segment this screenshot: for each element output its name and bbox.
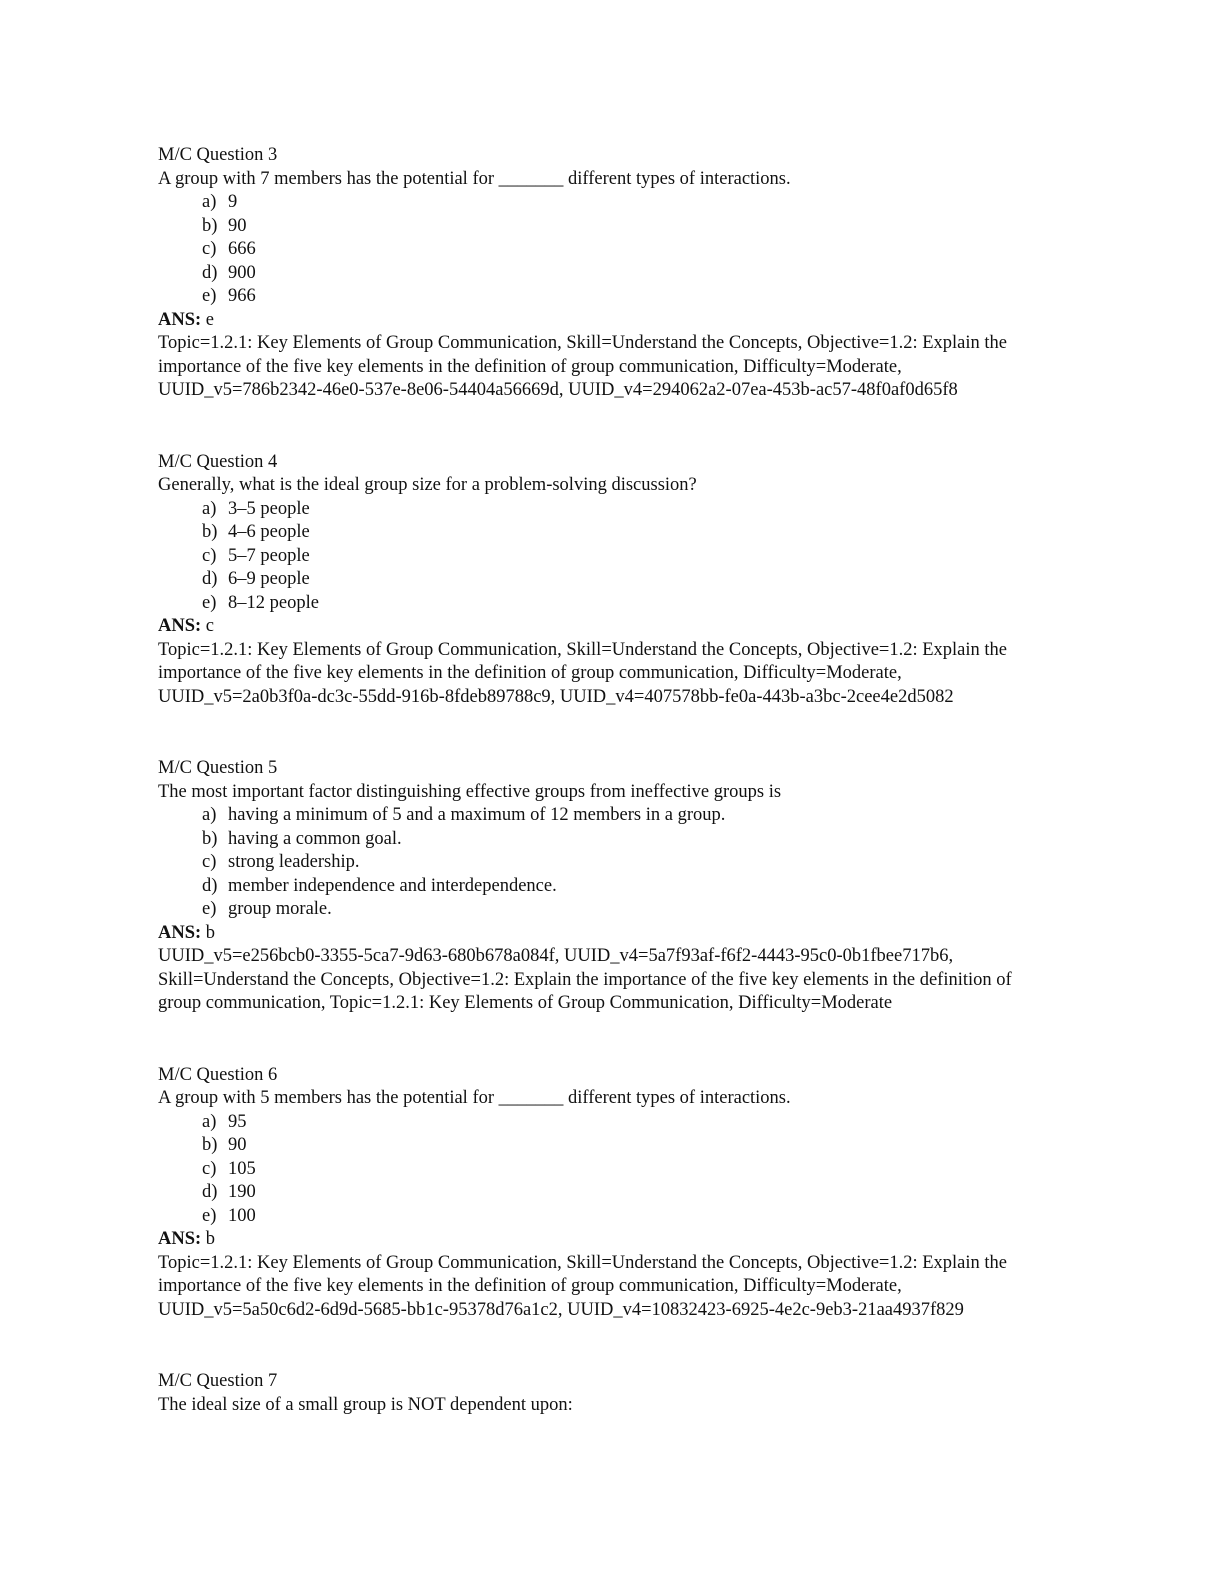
option-text: 190 (228, 1182, 256, 1202)
question-metadata: Topic=1.2.1: Key Elements of Group Communication, Skill=Understand the Concepts, Objective=1.2: Explain the importance of the five key elements in the definition of group communication, Difficulty=Moderate, UUID_v5=786b2342-46e0-537e-8e06-54404a56669d, UUID_v4=294062a2-07ea-453b-ac57-48f0af0d65f8 (158, 333, 1007, 400)
answer-value: b (205, 922, 216, 943)
answer-option (202, 898, 1058, 922)
option-text: 90 (228, 215, 247, 236)
option-text: having a minimum of 5 and a maximum of 12 members in a group. (228, 805, 726, 825)
answer-option (202, 875, 1058, 899)
question-stem: A group with 5 members has the potential for _______ different types of interactions. (158, 1088, 791, 1108)
answer-line (158, 1228, 1058, 1252)
question-block (158, 451, 1058, 710)
answer-value: e (205, 309, 215, 330)
answer-option (202, 498, 1058, 522)
option-text: 105 (228, 1158, 256, 1179)
option-letter: c) (202, 239, 217, 259)
question-metadata: Topic=1.2.1: Key Elements of Group Communication, Skill=Understand the Concepts, Objective=1.2: Explain the importance of the five key elements in the definition of group communication, Difficulty=Moderate, UUID_v5=5a50c6d2-6d9d-5685-bb1c-95378d76a1c2, UUID_v4=10832423-6925-4e2c-9eb3-21aa4937f829 (158, 1252, 1007, 1320)
option-text: member independence and interdependence. (228, 875, 557, 896)
answer-option (202, 262, 1058, 286)
question-block (158, 757, 1058, 1016)
option-letter: a) (202, 192, 217, 212)
question-title: M/C Question 4 (158, 451, 278, 472)
option-text: 3–5 people (228, 498, 310, 519)
question-block (158, 1064, 1058, 1323)
question-block (158, 1370, 1058, 1417)
option-letter: c) (202, 545, 217, 566)
question-stem: The ideal size of a small group is NOT dependent upon: (158, 1394, 573, 1415)
option-text: 5–7 people (228, 545, 310, 566)
option-text: 4–6 people (228, 522, 310, 542)
question-metadata: UUID_v5=e256bcb0-3355-5ca7-9d63-680b678a084f, UUID_v4=5a7f93af-f6f2-4443-95c0-0b1fbee717b6, Skill=Understand the Concepts, Objective=1.2: Explain the importance of the five key elements in the definition of group communication, Topic=1.2.1: Key Elements of Group Communication, Difficulty=Moderate (158, 946, 1012, 1013)
option-letter: a) (202, 805, 217, 825)
option-text: 90 (228, 1135, 247, 1155)
answer-options (158, 191, 1058, 309)
option-text: 966 (228, 286, 256, 306)
answer-option (202, 238, 1058, 262)
answer-option (202, 1134, 1058, 1158)
question-stem: Generally, what is the ideal group size for a problem-solving discussion? (158, 475, 697, 495)
option-letter: d) (202, 262, 218, 283)
answer-options (158, 498, 1058, 616)
question-stem: The most important factor distinguishing effective groups from ineffective groups is (158, 781, 782, 802)
answer-label: ANS: (158, 922, 202, 943)
option-text: 8–12 people (228, 592, 319, 613)
answer-label: ANS: (158, 1229, 202, 1249)
answer-line (158, 922, 1058, 946)
option-letter: e) (202, 1205, 217, 1226)
answer-option (202, 191, 1058, 215)
question-metadata: Topic=1.2.1: Key Elements of Group Communication, Skill=Understand the Concepts, Objective=1.2: Explain the importance of the five key elements in the definition of group communication, Difficulty=Moderate, UUID_v5=2a0b3f0a-dc3c-55dd-916b-8fdeb89788c9, UUID_v4=407578bb-fe0a-443b-a3bc-2cee4e2d5082 (158, 639, 1007, 707)
question-title: M/C Question 3 (158, 145, 278, 165)
option-text: 100 (228, 1205, 256, 1226)
option-letter: e) (202, 286, 217, 306)
option-text: having a common goal. (228, 828, 402, 849)
answer-option (202, 851, 1058, 875)
answer-options (158, 1111, 1058, 1229)
answer-options (158, 804, 1058, 922)
option-text: 900 (228, 262, 256, 283)
option-letter: b) (202, 522, 218, 542)
answer-option (202, 804, 1058, 828)
option-text: group morale. (228, 899, 332, 919)
answer-option (202, 1181, 1058, 1205)
option-letter: c) (202, 852, 217, 872)
answer-option (202, 215, 1058, 239)
answer-option (202, 568, 1058, 592)
option-letter: a) (202, 1111, 217, 1132)
option-letter: a) (202, 498, 217, 519)
answer-value: c (205, 616, 215, 636)
answer-option (202, 592, 1058, 616)
option-letter: d) (202, 1182, 218, 1202)
option-letter: c) (202, 1158, 217, 1179)
question-title: M/C Question 7 (158, 1371, 278, 1391)
question-stem: A group with 7 members has the potential for _______ different types of interactions. (158, 168, 791, 189)
answer-option (202, 545, 1058, 569)
option-letter: e) (202, 592, 217, 613)
option-text: 666 (228, 239, 256, 259)
option-text: 9 (228, 192, 238, 212)
option-text: 95 (228, 1111, 247, 1132)
document-page (158, 144, 1058, 1417)
question-title: M/C Question 5 (158, 758, 278, 778)
answer-line (158, 615, 1058, 639)
answer-line (158, 309, 1058, 333)
answer-value: b (205, 1229, 216, 1249)
answer-option (202, 521, 1058, 545)
question-block (158, 144, 1058, 403)
option-letter: d) (202, 569, 218, 589)
option-letter: b) (202, 828, 218, 849)
option-letter: b) (202, 215, 218, 236)
answer-option (202, 1205, 1058, 1229)
option-text: strong leadership. (228, 852, 360, 872)
option-letter: b) (202, 1135, 218, 1155)
question-title: M/C Question 6 (158, 1064, 278, 1085)
answer-label: ANS: (158, 616, 202, 636)
answer-option (202, 828, 1058, 852)
option-letter: d) (202, 875, 218, 896)
answer-option (202, 1111, 1058, 1135)
option-letter: e) (202, 899, 217, 919)
answer-label: ANS: (158, 309, 202, 330)
option-text: 6–9 people (228, 569, 310, 589)
answer-option (202, 1158, 1058, 1182)
answer-option (202, 285, 1058, 309)
